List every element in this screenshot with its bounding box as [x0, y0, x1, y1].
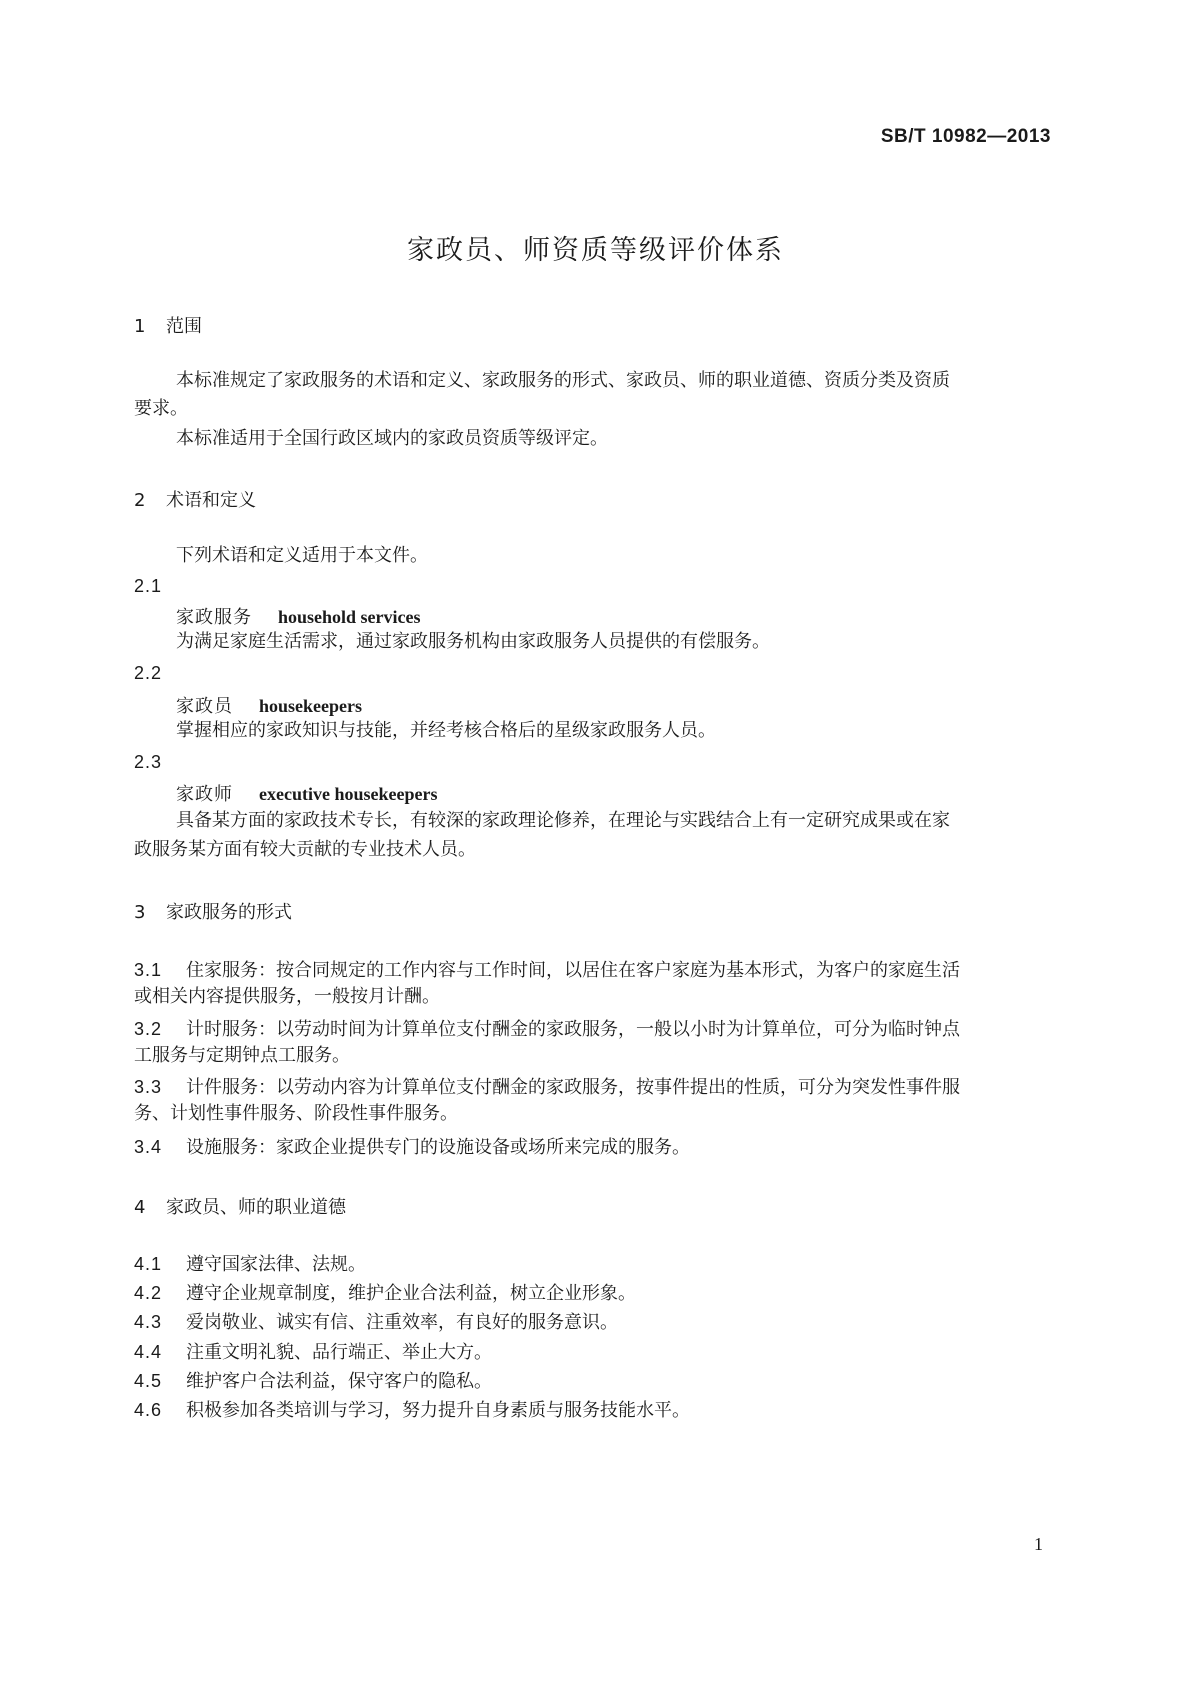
clause-number: 3.1 [134, 960, 163, 980]
term-english: executive housekeepers [259, 784, 438, 804]
clause-text: 计时服务：以劳动时间为计算单位支付酬金的家政服务，一般以小时为计算单位，可分为临时钟点 [186, 1019, 960, 1040]
clause-item [134, 1367, 492, 1393]
scope-paragraph-line: 本标准适用于全国行政区域内的家政员资质等级评定。 [176, 428, 608, 449]
clause-number: 4.3 [134, 1312, 163, 1332]
term-english: household services [278, 607, 421, 627]
clause-item [134, 1073, 960, 1099]
term-definition: 具备某方面的家政技术专长，有较深的家政理论修养，在理论与实践结合上有一定研究成果或在家 [176, 810, 950, 831]
section-number: 1 [134, 316, 146, 337]
clause-text: 注重文明礼貌、品行端正、举止大方。 [186, 1342, 492, 1363]
term-chinese: 家政师 [176, 784, 233, 805]
clause-number: 4.4 [134, 1342, 163, 1362]
section-title: 范围 [166, 316, 202, 337]
clause-text-continued: 工服务与定期钟点工服务。 [134, 1045, 350, 1066]
clause-text: 爱岗敬业、诚实有信、注重效率，有良好的服务意识。 [186, 1312, 618, 1333]
term-english: housekeepers [259, 696, 362, 716]
scope-paragraph-line: 本标准规定了家政服务的术语和定义、家政服务的形式、家政员、师的职业道德、资质分类及资质 [176, 370, 950, 391]
clause-text: 遵守国家法律、法规。 [186, 1254, 366, 1275]
term-entry [176, 603, 421, 629]
clause-item [134, 1308, 618, 1334]
clause-number: 4.1 [134, 1254, 163, 1274]
clause-item [134, 956, 960, 982]
clause-item [134, 1396, 690, 1422]
section-title: 术语和定义 [166, 490, 256, 511]
clause-item [134, 1279, 636, 1305]
scope-paragraph-line: 要求。 [134, 398, 188, 419]
clause-text: 遵守企业规章制度，维护企业合法利益，树立企业形象。 [186, 1283, 636, 1304]
section-2-heading [134, 486, 256, 512]
term-number: 2.1 [134, 576, 163, 596]
clause-item [134, 1133, 690, 1159]
clause-number: 4.6 [134, 1400, 163, 1420]
term-definition: 为满足家庭生活需求，通过家政服务机构由家政服务人员提供的有偿服务。 [176, 631, 770, 652]
standard-code: SB/T 10982—2013 [880, 126, 1051, 147]
term-number: 2.3 [134, 752, 163, 772]
page-number: 1 [1034, 1534, 1043, 1554]
clause-number: 4.5 [134, 1371, 163, 1391]
clause-text: 住家服务：按合同规定的工作内容与工作时间，以居住在客户家庭为基本形式，为客户的家庭生活 [186, 960, 960, 981]
clause-text: 积极参加各类培训与学习，努力提升自身素质与服务技能水平。 [186, 1400, 690, 1421]
clause-text: 计件服务：以劳动内容为计算单位支付酬金的家政服务，按事件提出的性质，可分为突发性事件服 [186, 1077, 960, 1098]
section-number: 3 [134, 902, 146, 923]
clause-number: 4.2 [134, 1283, 163, 1303]
clause-item [134, 1015, 960, 1041]
term-definition: 政服务某方面有较大贡献的专业技术人员。 [134, 839, 476, 860]
term-chinese: 家政员 [176, 696, 233, 717]
clause-text: 维护客户合法利益，保守客户的隐私。 [186, 1371, 492, 1392]
term-entry [176, 780, 437, 806]
clause-item [134, 1250, 366, 1276]
document-title: 家政员、师资质等级评价体系 [407, 235, 784, 266]
section-number: 2 [134, 490, 146, 511]
clause-item [134, 1338, 492, 1364]
clause-number: 3.4 [134, 1137, 163, 1157]
section-4-heading [134, 1193, 346, 1219]
clause-text-continued: 务、计划性事件服务、阶段性事件服务。 [134, 1103, 458, 1124]
section-number: 4 [134, 1197, 146, 1218]
term-chinese: 家政服务 [176, 607, 252, 628]
clause-number: 3.2 [134, 1019, 163, 1039]
section-title: 家政员、师的职业道德 [166, 1197, 346, 1218]
section-1-heading [134, 312, 202, 338]
clause-text: 设施服务：家政企业提供专门的设施设备或场所来完成的服务。 [186, 1137, 690, 1158]
term-definition: 掌握相应的家政知识与技能，并经考核合格后的星级家政服务人员。 [176, 720, 716, 741]
clause-text-continued: 或相关内容提供服务，一般按月计酬。 [134, 986, 440, 1007]
term-entry [176, 692, 362, 718]
section-title: 家政服务的形式 [166, 902, 292, 923]
clause-number: 3.3 [134, 1077, 163, 1097]
section-3-heading [134, 898, 292, 924]
term-number: 2.2 [134, 663, 163, 683]
terms-intro: 下列术语和定义适用于本文件。 [176, 545, 428, 566]
